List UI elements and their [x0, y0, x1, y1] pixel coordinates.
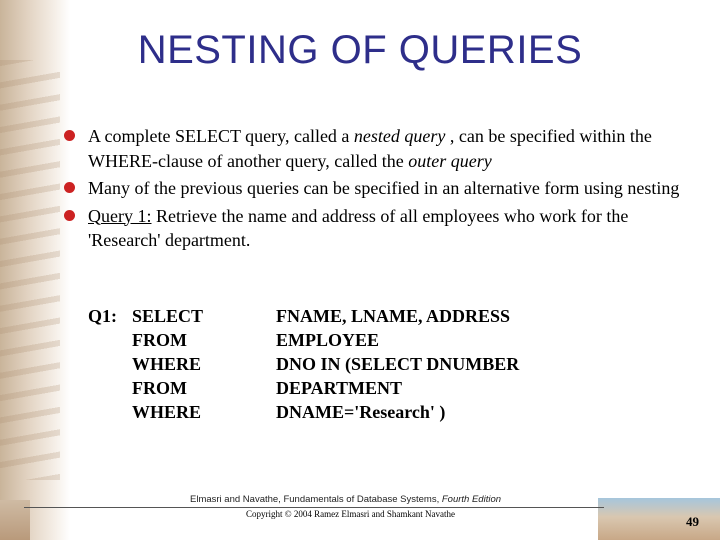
sql-keyword: WHERE — [132, 354, 202, 374]
footer-divider — [24, 507, 604, 508]
bullet-dot-icon — [64, 130, 75, 141]
sql-keyword: FROM — [132, 378, 187, 398]
sql-clause: EMPLOYEE — [276, 330, 380, 350]
sql-clause: DNO IN (SELECT DNUMBER — [276, 354, 520, 374]
bullet-dot-icon — [64, 210, 75, 221]
slide-title: NESTING OF QUERIES — [137, 28, 583, 72]
footer-reference — [190, 494, 501, 505]
term-nested-query: nested query — [353, 126, 446, 146]
bullet-text: Retrieve the name and address of all employees who work for the 'Research' department. — [88, 205, 629, 250]
footer-copyright: Copyright © 2004 Ramez Elmasri and Shamkant Navathe — [246, 509, 456, 519]
background-sand-bottom-left — [0, 500, 30, 540]
sql-keyword: SELECT — [132, 306, 204, 326]
sql-clause: FNAME, LNAME, ADDRESS — [276, 306, 511, 326]
sql-keyword: WHERE — [132, 402, 202, 422]
sql-keyword: FROM — [132, 330, 187, 350]
bullet-list — [64, 124, 684, 256]
background-sand-left — [0, 0, 70, 540]
footer-reference-text: Elmasri and Navathe, Fundamentals of Database Systems, — [190, 494, 442, 505]
sql-clause: DNAME='Research' ) — [276, 402, 446, 422]
bullet-item — [64, 176, 684, 201]
page-number: 49 — [686, 514, 699, 529]
bullet-item — [64, 204, 684, 253]
bullet-text: Many of the previous queries can be specified in an alternative form using nesting — [88, 178, 680, 198]
bullet-text: , can be specified within the WHERE-clause of another query, called the — [88, 126, 652, 171]
background-sand-bottom-right — [598, 498, 720, 540]
footer-edition: Fourth Edition — [441, 494, 502, 505]
query-label: Query 1: — [88, 205, 152, 226]
bullet-item — [64, 124, 684, 173]
sql-clause: DEPARTMENT — [276, 378, 403, 398]
term-outer-query: outer query — [408, 150, 492, 171]
bullet-dot-icon — [64, 182, 75, 193]
query-id: Q1: — [88, 306, 117, 326]
bullet-text: A complete SELECT query, called a — [88, 126, 354, 146]
